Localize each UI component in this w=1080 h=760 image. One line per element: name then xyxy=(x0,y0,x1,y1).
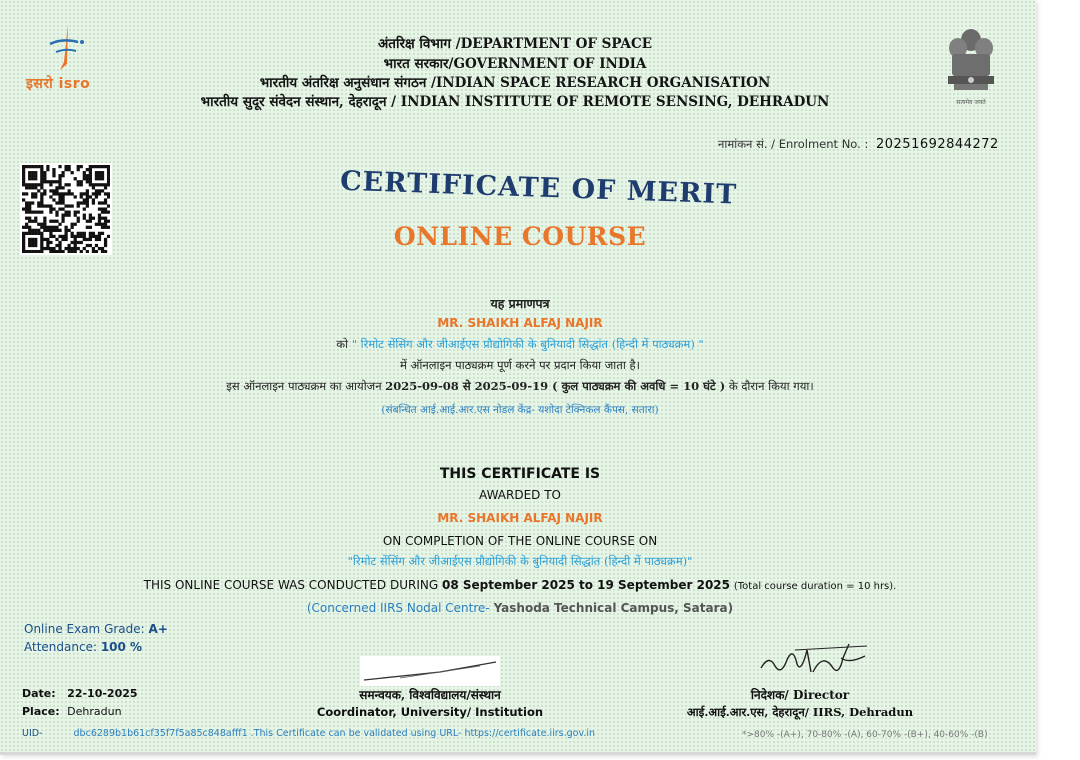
date-value: 22-10-2025 xyxy=(67,687,138,700)
uid-value: dbc6289b1b61cf35f7f5a85c848afff1 xyxy=(73,728,248,739)
qr-code-icon xyxy=(22,165,110,253)
certificate-title: CERTIFICATE OF MERIT xyxy=(339,165,738,211)
date-row xyxy=(22,687,138,700)
hindi-conducted-line xyxy=(60,379,980,394)
hindi-nodal-centre: (संबन्धित आई.आई.आर.एस नोडल केंद्र- यशोदा टेक्निकल कैंपस, सतारा) xyxy=(381,404,659,416)
hindi-conducted-post: के दौरान किया गया। xyxy=(728,379,814,393)
hindi-conducted-pre: इस ऑनलाइन पाठ्यक्रम का आयोजन xyxy=(226,379,382,393)
attendance-row xyxy=(24,640,142,654)
header-iirs: भारतीय सुदूर संवेदन संस्थान, देहरादून / INDIAN INSTITUTE OF REMOTE SENSING, DEHRADUN xyxy=(200,94,830,110)
coordinator-title-en: Coordinator, University/ Institution xyxy=(316,705,544,719)
hindi-course-line xyxy=(60,337,980,352)
english-conducted-dates: 08 September 2025 to 19 September 2025 xyxy=(441,578,731,592)
place-value: Dehradun xyxy=(67,705,122,718)
grade-scale: *>80% -(A+), 70-80% -(A), 60-70% -(B+), 40-60% -(B) xyxy=(742,730,988,740)
isro-logo-text: इसरो isro xyxy=(26,76,91,92)
english-completion: ON COMPLETION OF THE ONLINE COURSE ON xyxy=(382,534,658,548)
uid-row xyxy=(22,728,595,739)
uid-label: UID- xyxy=(22,728,43,739)
director-signature xyxy=(755,636,875,682)
attendance-value: 100 % xyxy=(100,640,143,654)
place-label: Place: xyxy=(22,705,60,718)
english-conducted-post: (Total course duration = 10 hrs). xyxy=(733,581,897,592)
english-recipient-name: MR. SHAIKH ALFAJ NAJIR xyxy=(437,511,603,525)
director-institute: आई.आई.आर.एस, देहरादून/ IIRS, Dehradun xyxy=(686,705,914,719)
signature-icon xyxy=(360,656,500,686)
hindi-ko: को xyxy=(336,337,349,351)
english-conducted-line xyxy=(40,578,1000,592)
enrolment-label: नामांकन सं. / Enrolment No. : xyxy=(718,137,869,151)
hindi-intro: यह प्रमाणपत्र xyxy=(490,296,550,311)
enrolment-row xyxy=(718,137,999,152)
english-awarded: AWARDED TO xyxy=(479,488,561,502)
header-government: भारत सरकार/GOVERNMENT OF INDIA xyxy=(383,56,647,72)
certificate-subtitle: ONLINE COURSE xyxy=(393,222,647,251)
director-title: निदेशक/ Director xyxy=(750,688,850,702)
enrolment-number: 20251692844272 xyxy=(875,137,999,152)
director-signature-icon xyxy=(755,636,875,682)
grade-value: A+ xyxy=(148,622,168,636)
hindi-completion: में ऑनलाइन पाठ्यक्रम पूर्ण करने पर प्रदान किया जाता है। xyxy=(400,358,640,372)
date-label: Date: xyxy=(22,687,56,700)
hindi-recipient-name: MR. SHAIKH ALFAJ NAJIR xyxy=(437,316,603,330)
coordinator-title-hi: समन्वयक, विश्वविद्यालय/संस्थान xyxy=(359,688,501,702)
hindi-course-name: " रिमोट सेंसिंग और जीआईएस प्रौद्योगिकी के बुनियादी सिद्धांत (हिन्दी में पाठ्यक्रम) " xyxy=(351,337,704,351)
header-isro: भारतीय अंतरिक्ष अनुसंधान संगठन /INDIAN SPACE RESEARCH ORGANISATION xyxy=(259,75,771,91)
isro-logo xyxy=(20,22,110,92)
isro-rocket-icon xyxy=(20,22,110,78)
english-centre-pre: (Concerned IIRS Nodal Centre- xyxy=(306,601,490,615)
english-course-name: "रिमोट सेंसिंग और जीआईएस प्रौद्योगिकी के बुनियादी सिद्धांत (हिन्दी में पाठ्यक्रम)" xyxy=(347,554,693,568)
lion-emblem-icon xyxy=(942,26,1000,98)
grade-label: Online Exam Grade: xyxy=(24,622,145,636)
national-emblem xyxy=(942,26,1000,106)
english-heading: THIS CERTIFICATE IS xyxy=(439,466,601,482)
coordinator-signature xyxy=(360,656,500,686)
english-conducted-pre: THIS ONLINE COURSE WAS CONDUCTED DURING xyxy=(143,578,439,592)
place-row xyxy=(22,705,122,718)
english-nodal-centre xyxy=(40,601,1000,615)
qr-code[interactable] xyxy=(20,163,112,255)
validate-text[interactable]: .This Certificate can be validated using URL- https://certificate.iirs.gov.in xyxy=(250,728,596,739)
header-department: अंतरिक्ष विभाग /DEPARTMENT OF SPACE xyxy=(377,36,653,52)
english-centre-name: Yashoda Technical Campus, Satara) xyxy=(493,601,734,615)
grade-row xyxy=(24,622,168,636)
hindi-conducted-dates: 2025-09-08 से 2025-09-19 ( कुल पाठ्यक्रम की अवधि = 10 घंटे ) xyxy=(385,379,726,393)
emblem-motto: सत्यमेव जयते xyxy=(956,99,986,106)
attendance-label: Attendance: xyxy=(24,640,97,654)
